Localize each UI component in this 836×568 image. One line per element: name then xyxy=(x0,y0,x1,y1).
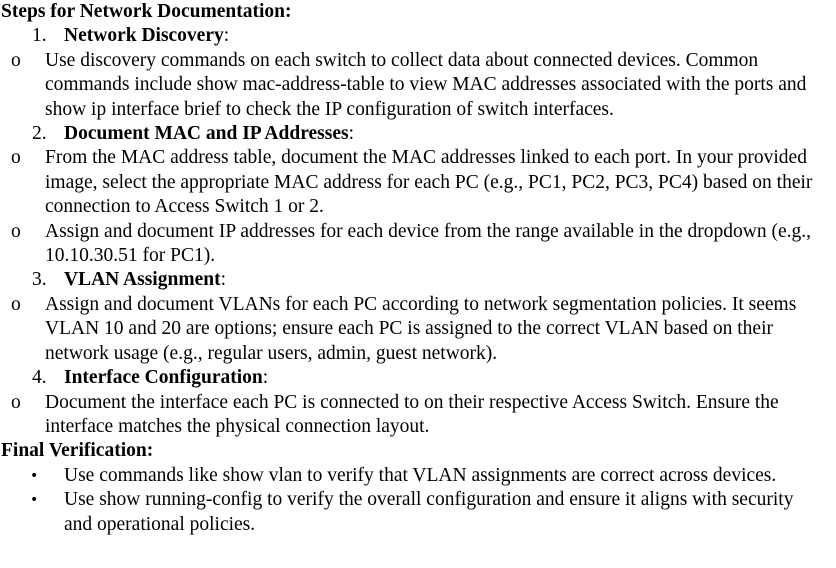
list-item-text: Use show running-config to verify the overall configuration and ensure it aligns with security and operational policies. xyxy=(64,489,794,535)
list-item-text: From the MAC address table, document the MAC addresses linked to each port. In your provided image, select the appropriate MAC address for each PC (e.g., PC1, PC2, PC3, PC4) based on their connection to Access Switch 1 or 2. xyxy=(45,147,813,218)
list-item xyxy=(0,146,831,219)
circle-bullet-marker: o xyxy=(11,391,21,413)
step-interface-configuration xyxy=(0,366,836,390)
step-colon: : xyxy=(262,367,269,389)
step-title: VLAN Assignment xyxy=(64,269,221,291)
step-number: 1. xyxy=(32,25,47,47)
step-title: Document MAC and IP Addresses xyxy=(64,123,349,145)
step-colon: : xyxy=(220,269,226,291)
circle-bullet-marker: o xyxy=(11,220,21,242)
bullet-marker: • xyxy=(30,492,39,509)
final-verification-heading: Final Verification: xyxy=(1,440,154,462)
step-title: Interface Configuration xyxy=(64,367,263,389)
step-colon: : xyxy=(348,123,354,145)
step-title: Network Discovery xyxy=(64,25,224,47)
list-item-text: Document the interface each PC is connected to on their respective Access Switch. Ensure the interface matches the physical connection layout. xyxy=(45,391,779,437)
list-item xyxy=(0,488,826,537)
circle-bullet-marker: o xyxy=(11,49,21,71)
document-heading: Steps for Network Documentation: xyxy=(1,1,292,22)
circle-bullet-marker: o xyxy=(11,293,21,315)
list-item xyxy=(0,391,831,440)
list-item xyxy=(0,220,831,269)
list-item-text: Use commands like show vlan to verify that VLAN assignments are correct across devices. xyxy=(64,464,777,486)
list-item-text: Assign and document IP addresses for each device from the range available in the dropdown (e.g., 10.10.30.51 for PC1). xyxy=(45,220,812,267)
step-number: 3. xyxy=(32,269,47,291)
bullet-marker: • xyxy=(30,467,39,484)
step-vlan-assignment xyxy=(0,268,836,292)
list-item xyxy=(0,49,831,122)
step-number: 4. xyxy=(32,367,47,389)
list-item-text: Use discovery commands on each switch to collect data about connected devices. Common commands include show mac-address-table to view MAC addresses associated with the ports and show ip interface brief to check the IP configuration of switch interfaces. xyxy=(45,49,807,120)
list-item xyxy=(0,464,826,488)
list-item xyxy=(0,293,831,366)
step-network-discovery xyxy=(0,24,836,48)
step-colon: : xyxy=(223,25,230,47)
step-number: 2. xyxy=(32,123,47,145)
list-item-text: Assign and document VLANs for each PC according to network segmentation policies. It seems VLAN 10 and 20 are options; ensure each PC is assigned to the correct VLAN based on their network usage (e.g., regular users, admin, guest network). xyxy=(45,293,797,364)
step-document-addresses xyxy=(0,122,836,146)
circle-bullet-marker: o xyxy=(11,147,21,169)
